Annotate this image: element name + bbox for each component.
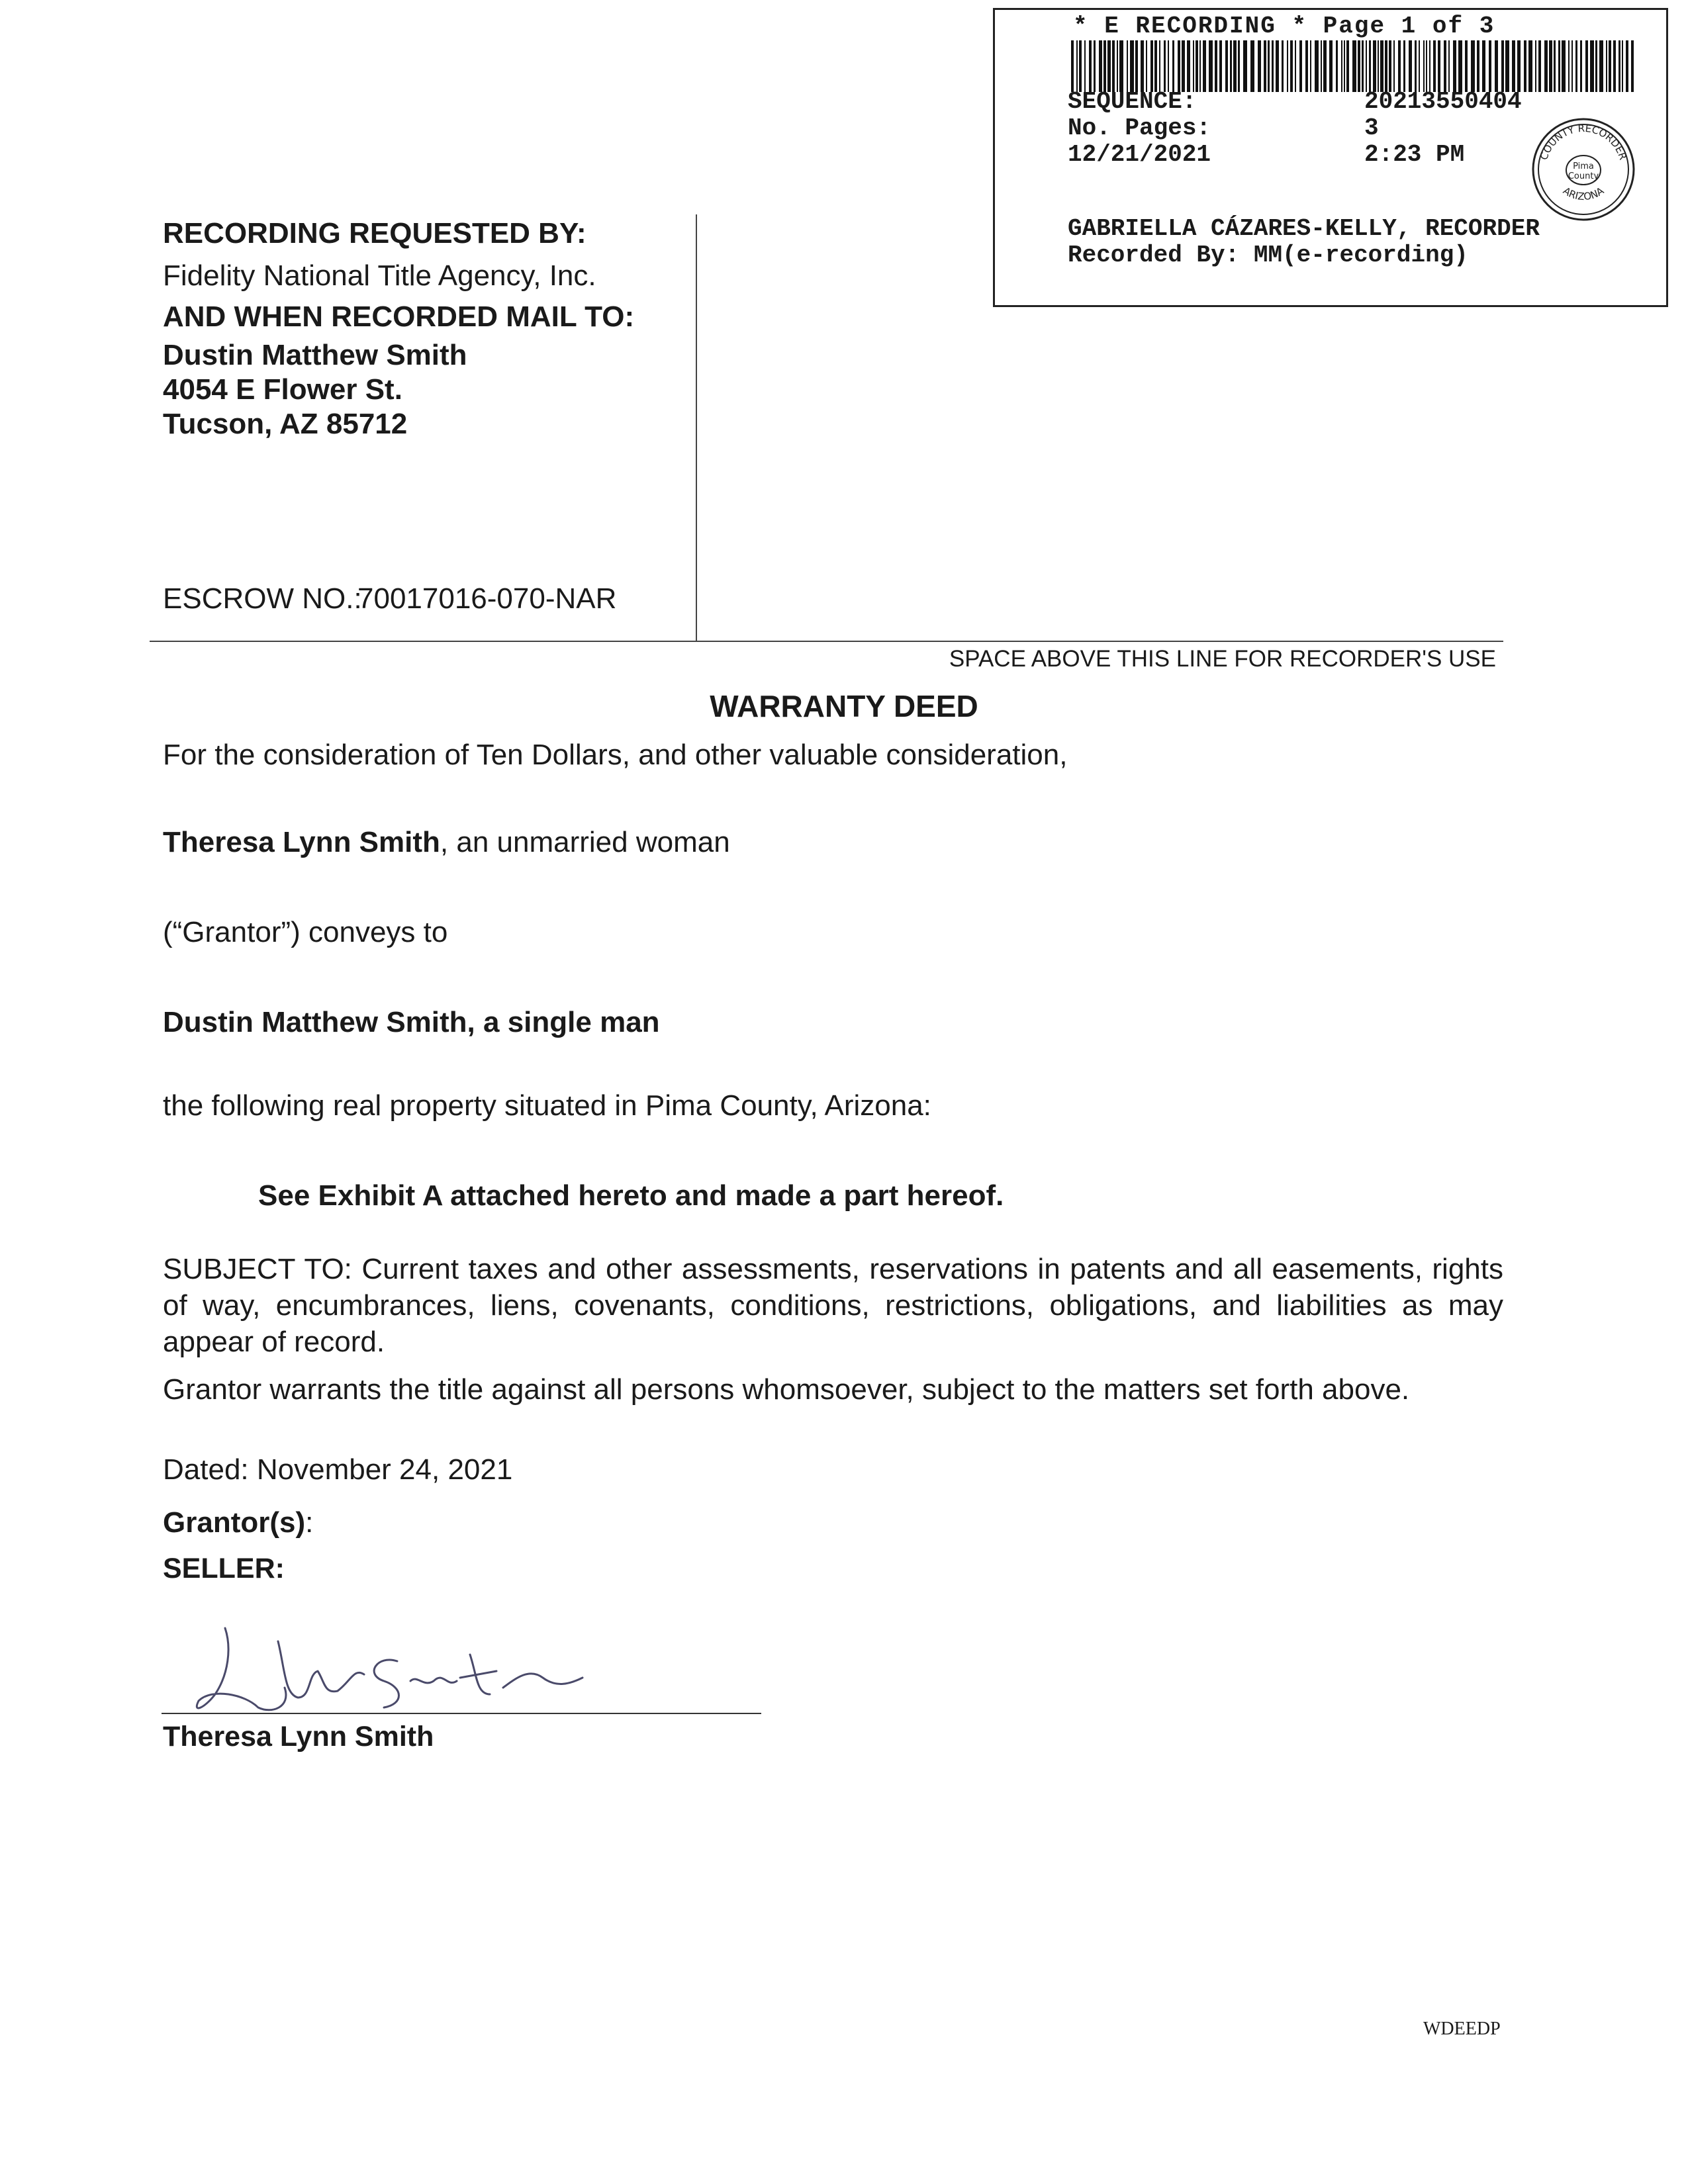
sequence-label: SEQUENCE: xyxy=(1068,88,1197,115)
stamp-header: * E RECORDING * Page 1 of 3 xyxy=(1073,13,1495,40)
signatory-name: Theresa Lynn Smith xyxy=(163,1721,434,1752)
form-code: WDEEDP xyxy=(1423,2019,1501,2039)
recorder-space-divider xyxy=(150,641,1503,642)
requested-by-value: Fidelity National Title Agency, Inc. xyxy=(163,259,596,292)
property-intro: the following real property situated in Pima County, Arizona: xyxy=(163,1089,931,1122)
mail-to-label: AND WHEN RECORDED MAIL TO: xyxy=(163,300,635,333)
mail-to-name: Dustin Matthew Smith xyxy=(163,339,467,371)
recorder-stamp xyxy=(993,8,1668,307)
warranty-paragraph: Grantor warrants the title against all persons whomsoever, subject to the matters set forth above. xyxy=(163,1373,1410,1406)
seller-label: SELLER: xyxy=(163,1553,285,1584)
grantee-name: Dustin Matthew Smith, a single man xyxy=(163,1006,660,1038)
dated-text: Dated: November 24, 2021 xyxy=(163,1453,513,1486)
grantors-label: Grantor(s) xyxy=(163,1506,306,1539)
signature-line xyxy=(162,1713,761,1714)
deed-title: WARRANTY DEED xyxy=(710,689,978,723)
county-recorder-seal xyxy=(1531,117,1636,222)
mail-to-city: Tucson, AZ 85712 xyxy=(163,408,408,440)
grantor-description: , an unmarried woman xyxy=(440,826,730,858)
handwritten-signature xyxy=(185,1615,609,1727)
conveys-text: (“Grantor”) conveys to xyxy=(163,916,448,948)
mail-to-street: 4054 E Flower St. xyxy=(163,373,402,406)
barcode xyxy=(1071,40,1634,92)
escrow-label: ESCROW NO.: xyxy=(163,582,362,615)
grantors-heading xyxy=(163,1506,313,1539)
vertical-divider xyxy=(696,214,697,641)
seal-top-text: COUNTY RECORDER xyxy=(1538,122,1629,161)
exhibit-reference: See Exhibit A attached hereto and made a part hereof. xyxy=(258,1179,1004,1212)
recorder-use-note: SPACE ABOVE THIS LINE FOR RECORDER'S USE xyxy=(949,646,1496,672)
svg-text:ARIZONA xyxy=(1561,185,1607,203)
grantor-line xyxy=(163,826,730,859)
grantor-name: Theresa Lynn Smith xyxy=(163,826,440,858)
recording-time: 2:23 PM xyxy=(1364,141,1465,168)
subject-to-paragraph: SUBJECT TO: Current taxes and other assessments, reservations in patents and all easements, rights of way, encumbrances, liens, covenants, conditions, restrictions, obligations, and liabilities as may appear of record. xyxy=(163,1253,1503,1358)
escrow-number: 70017016-070-NAR xyxy=(357,582,617,615)
seal-center-line1: Pima xyxy=(1573,161,1594,171)
seal-center-line2: County xyxy=(1568,171,1599,181)
recorder-name: GABRIELLA CÁZARES-KELLY, RECORDER xyxy=(1068,215,1540,242)
grantors-colon: : xyxy=(305,1506,314,1539)
sequence-value: 20213550404 xyxy=(1364,88,1522,115)
pages-label: No. Pages: xyxy=(1068,114,1211,142)
pages-value: 3 xyxy=(1364,114,1379,142)
recording-date: 12/21/2021 xyxy=(1068,141,1211,168)
consideration-text: For the consideration of Ten Dollars, and other valuable consideration, xyxy=(163,739,1068,771)
requested-by-label: RECORDING REQUESTED BY: xyxy=(163,217,586,250)
recorded-by: Recorded By: MM(e-recording) xyxy=(1068,242,1468,269)
seal-bottom-text: ARIZONA xyxy=(1560,185,1607,203)
